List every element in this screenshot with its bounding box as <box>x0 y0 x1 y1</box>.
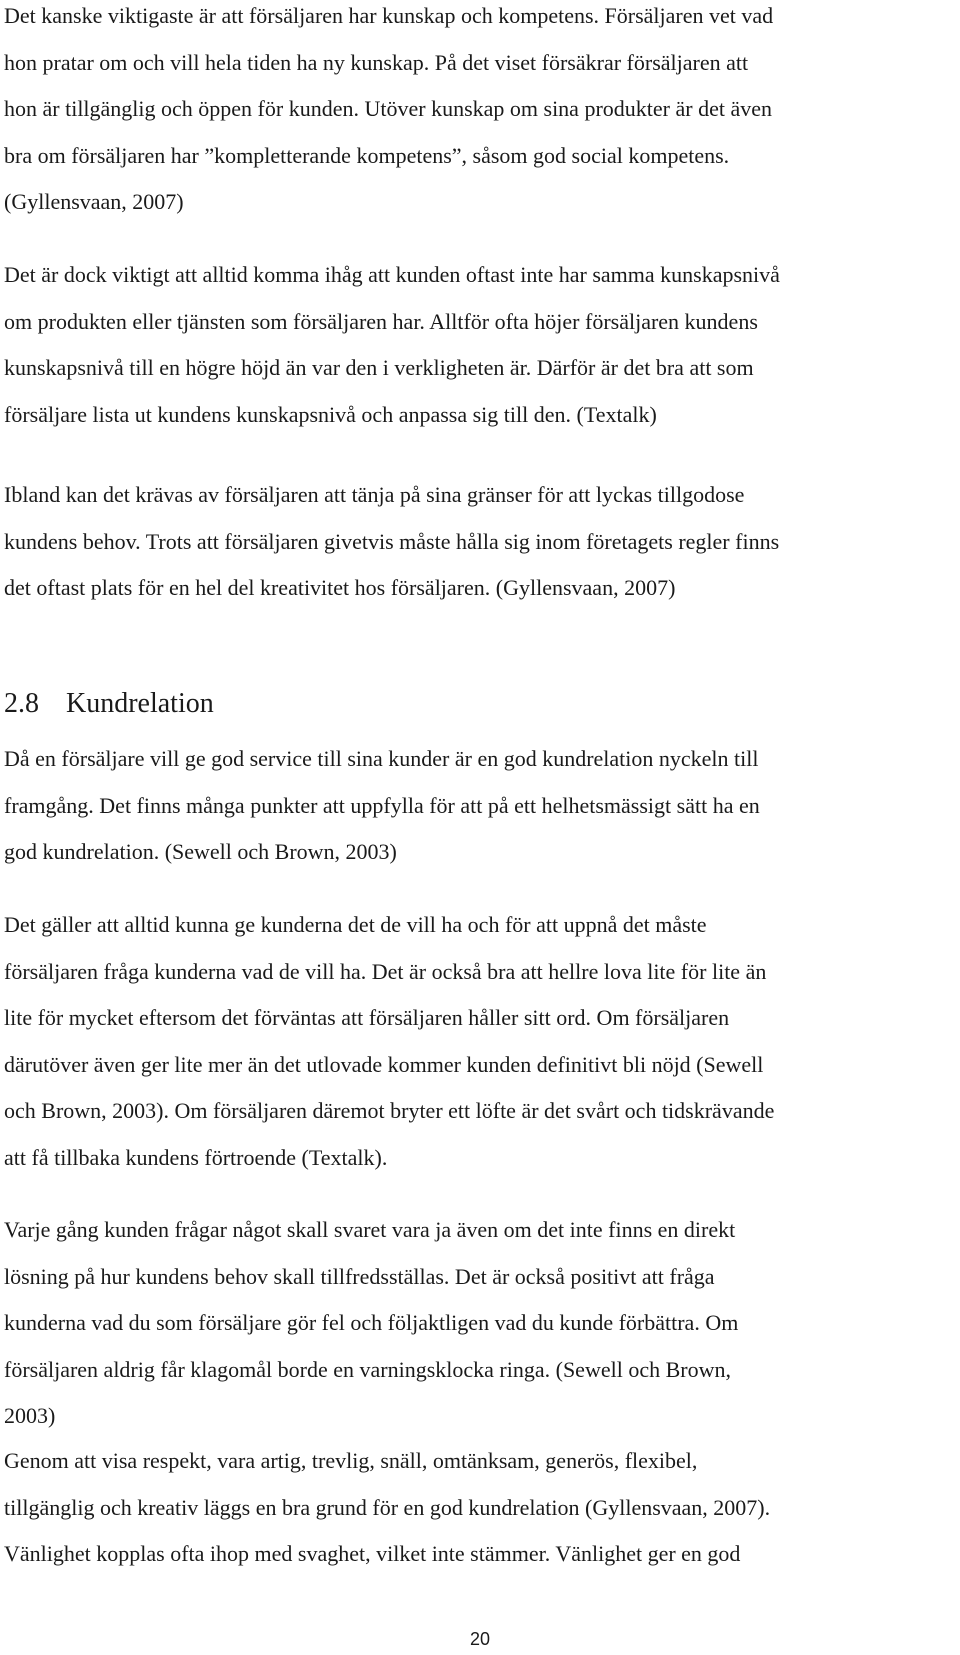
text-line: försäljaren fråga kunderna vad de vill ha. Det är också bra att hellre lova lite för lite än <box>4 958 767 984</box>
paragraph-competence <box>4 0 934 226</box>
text-line: det oftast plats för en hel del kreativitet hos försäljaren. (Gyllensvaan, 2007) <box>4 575 676 600</box>
text-line: kundens behov. Trots att försäljaren givetvis måste hålla sig inom företagets regler finns <box>4 528 780 554</box>
section-number: 2.8 <box>4 688 39 719</box>
text-line: lösning på hur kundens behov skall tillfredsställas. Det är också positivt att fråga <box>4 1263 715 1289</box>
text-line: 2003) <box>4 1403 56 1428</box>
paragraph-kindness <box>4 1438 934 1578</box>
text-line: Vänlighet kopplas ofta ihop med svaghet, vilket inte stämmer. Vänlighet ger en god <box>4 1541 741 1566</box>
section-title: Kundrelation <box>66 688 214 719</box>
text-line: Det gäller att alltid kunna ge kunderna det de vill ha och för att uppnå det måste <box>4 912 707 937</box>
text-line: Det är dock viktigt att alltid komma ihåg att kunden oftast inte har samma kunskapsnivå <box>4 262 780 287</box>
text-line: kunderna vad du som försäljare gör fel och följaktligen vad du kunde förbättra. Om <box>4 1310 739 1335</box>
text-line: därutöver även ger lite mer än det utlovade kommer kunden definitivt bli nöjd (Sewell <box>4 1051 764 1077</box>
text-line: att få tillbaka kundens förtroende (Textalk). <box>4 1144 388 1170</box>
text-line: bra om försäljaren har ”kompletterande kompetens”, såsom god social kompetens. <box>4 142 730 168</box>
paragraph-feedback <box>4 1207 934 1440</box>
text-line: om produkten eller tjänsten som försäljaren har. Alltför ofta höjer försäljaren kundens <box>4 308 758 334</box>
text-line: god kundrelation. (Sewell och Brown, 2003) <box>4 839 397 864</box>
text-line: försäljare lista ut kundens kunskapsnivå och anpassa sig till den. (Textalk) <box>4 401 657 427</box>
text-line: och Brown, 2003). Om försäljaren däremot bryter ett löfte är det svårt och tidskrävande <box>4 1098 775 1123</box>
text-line: kunskapsnivå till en högre höjd än var den i verkligheten är. Därför är det bra att som <box>4 355 754 380</box>
paragraph-promises <box>4 902 934 1181</box>
text-line: (Gyllensvaan, 2007) <box>4 189 184 214</box>
text-line: Varje gång kunden frågar något skall svaret vara ja även om det inte finns en direkt <box>4 1217 736 1242</box>
text-line: framgång. Det finns många punkter att uppfylla för att på ett helhetsmässigt sätt ha en <box>4 792 760 818</box>
text-line: försäljaren aldrig får klagomål borde en varningsklocka ringa. (Sewell och Brown, <box>4 1356 731 1382</box>
text-line: Det kanske viktigaste är att försäljaren har kunskap och kompetens. Försäljaren vet vad <box>4 3 774 28</box>
text-line: lite för mycket eftersom det förväntas att försäljaren håller sitt ord. Om försäljaren <box>4 1005 730 1030</box>
paragraph-good-service <box>4 736 934 876</box>
text-line: tillgänglig och kreativ läggs en bra grund för en god kundrelation (Gyllensvaan, 2007). <box>4 1494 771 1520</box>
text-line: hon är tillgänglig och öppen för kunden. Utöver kunskap om sina produkter är det även <box>4 96 772 121</box>
page-number: 20 <box>469 1629 491 1649</box>
text-line: Ibland kan det krävas av försäljaren att tänja på sina gränser för att lyckas tillgodose <box>4 482 745 507</box>
text-line: Då en försäljare vill ge god service till sina kunder är en god kundrelation nyckeln till <box>4 746 759 771</box>
paragraph-knowledge-level <box>4 252 934 438</box>
text-line: Genom att visa respekt, vara artig, trevlig, snäll, omtänksam, generös, flexibel, <box>4 1448 698 1473</box>
section-heading <box>4 687 214 721</box>
paragraph-creativity <box>4 472 934 612</box>
text-line: hon pratar om och vill hela tiden ha ny kunskap. På det viset försäkrar försäljaren att <box>4 49 749 75</box>
